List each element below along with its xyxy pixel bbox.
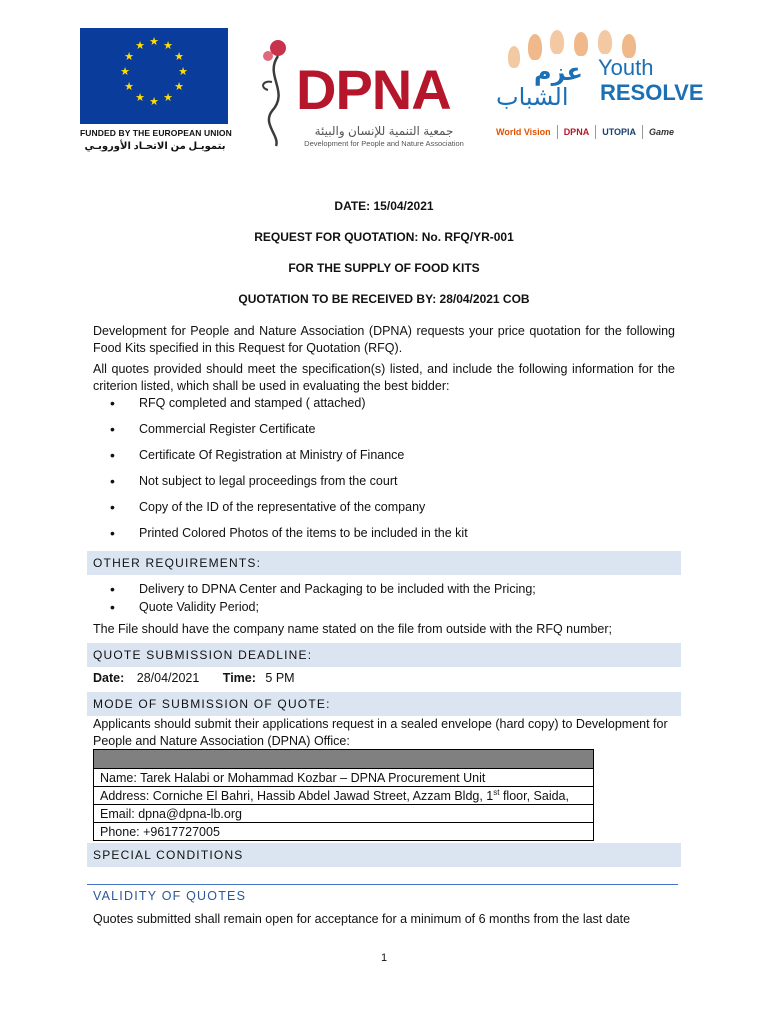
partner-world-vision: World Vision — [496, 127, 551, 137]
contact-phone: Phone: +9617727005 — [94, 823, 594, 841]
table-row — [94, 805, 594, 823]
divider — [595, 125, 596, 139]
validity-heading: VALIDITY OF QUOTES — [93, 889, 247, 903]
divider — [87, 884, 678, 885]
partner-logos — [496, 122, 696, 142]
date-label: Date: — [93, 671, 125, 685]
section-header-other-requirements: OTHER REQUIREMENTS: — [87, 551, 681, 575]
figure-icon — [550, 30, 564, 54]
figure-icon — [528, 34, 542, 60]
figure-icon — [598, 30, 612, 54]
contact-address: Address: Corniche El Bahri, Hassib Abdel Jawad Street, Azzam Bldg, 1st floor, Saida, — [94, 787, 594, 805]
partner-dpna: DPNA — [563, 127, 590, 137]
eu-flag-logo: ★ ★ ★ ★ ★ ★ ★ ★ ★ ★ ★ ★ — [80, 28, 228, 124]
time-label: Time: — [222, 671, 256, 685]
document-date: DATE: 15/04/2021 — [334, 199, 434, 213]
figure-icon — [574, 32, 588, 56]
partner-game: Game — [649, 127, 675, 137]
time-value: 5 PM — [265, 671, 295, 685]
section-header-submission-deadline: QUOTE SUBMISSION DEADLINE: — [87, 643, 681, 667]
section-header-special-conditions: SPECIAL CONDITIONS — [87, 843, 681, 867]
partner-utopia: UTOPIA — [602, 127, 637, 137]
eu-caption-arabic: بتمويـل من الاتحـاد الأوروبـي — [84, 141, 226, 152]
table-header-row — [94, 750, 594, 769]
submission-instructions: Applicants should submit their applications request in a sealed envelope (hard copy) to Development for People and Nature Association (DPNA) Office: — [93, 717, 668, 748]
validity-text: Quotes submitted shall remain open for acceptance for a minimum of 6 months from the last date — [93, 912, 631, 926]
divider — [642, 125, 643, 139]
criteria-intro-paragraph: All quotes provided should meet the specification(s) listed, and include the following information for the criterion listed, which shall be used in evaluating the best bidder: — [93, 362, 675, 393]
contact-table — [93, 749, 594, 841]
deadline-details — [93, 671, 295, 685]
eu-caption-english: FUNDED BY THE EUROPEAN UNION — [80, 128, 232, 138]
dpna-wordmark: DPNA — [296, 58, 451, 121]
dpna-name-english: Development for People and Nature Association — [304, 139, 464, 148]
intro-paragraph: Development for People and Nature Association (DPNA) requests your price quotation for the following Food Kits specified in this Request for Quotation (RFQ). — [93, 324, 675, 355]
table-row — [94, 787, 594, 805]
youth-resolve-arabic-1: عزم — [534, 59, 583, 86]
file-note: The File should have the company name stated on the file from outside with the RFQ number; — [93, 622, 613, 636]
divider — [557, 125, 558, 139]
quotation-deadline: QUOTATION TO BE RECEIVED BY: 28/04/2021 COB — [238, 292, 530, 306]
youth-resolve-logo — [488, 28, 704, 152]
rfq-subject: FOR THE SUPPLY OF FOOD KITS — [288, 261, 480, 275]
contact-name: Name: Tarek Halabi or Mohammad Kozbar – DPNA Procurement Unit — [94, 769, 594, 787]
youth-resolve-english-1: Youth — [598, 55, 654, 80]
dpna-flower-icon — [256, 36, 296, 148]
rfq-number: REQUEST FOR QUOTATION: No. RFQ/YR-001 — [254, 230, 514, 244]
date-value: 28/04/2021 — [136, 671, 200, 685]
youth-resolve-english-2: RESOLVE — [600, 80, 704, 105]
youth-resolve-arabic-2: الشباب — [496, 84, 569, 111]
contact-email[interactable]: Email: dpna@dpna-lb.org — [94, 805, 594, 823]
section-header-mode-of-submission: MODE OF SUBMISSION OF QUOTE: — [87, 692, 681, 716]
page-number: 1 — [380, 952, 388, 964]
table-row — [94, 823, 594, 841]
table-row — [94, 769, 594, 787]
dpna-name-arabic: جمعية التنمية للإنسان والبيئة — [314, 124, 454, 138]
dpna-logo — [250, 28, 476, 154]
figure-icon — [508, 46, 520, 68]
